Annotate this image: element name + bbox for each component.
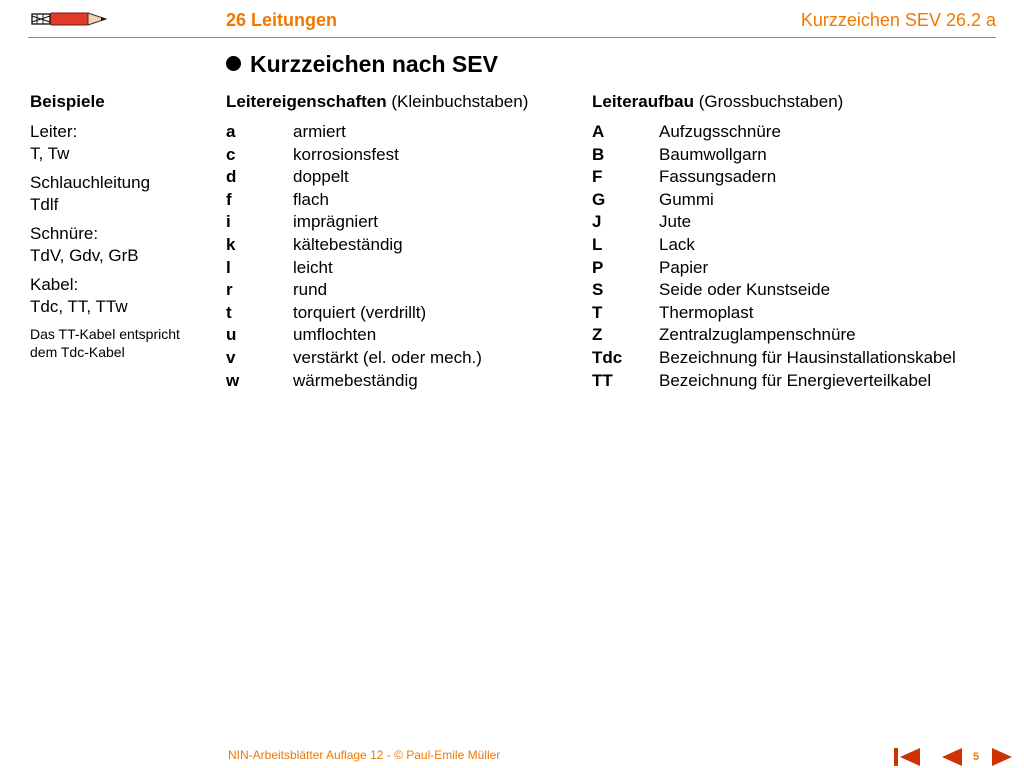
list-item [226,257,586,280]
code-description: Bezeichnung für Energieverteilkabel [659,370,932,390]
pencil-logo-icon [28,8,108,30]
list-item [592,370,1012,393]
code-letter: G [592,189,606,209]
list-item [226,144,586,167]
example-value: Tdc, TT, TTw [30,297,128,316]
code-description: Gummi [659,189,714,209]
example-leiter [30,121,220,165]
code-description: kältebeständig [293,234,403,254]
list-item [226,121,586,144]
list-item [592,257,1012,280]
list-item [226,189,586,212]
code-letter: c [226,144,236,164]
example-note [30,325,220,361]
code-letter: B [592,144,605,164]
list-item [592,302,1012,325]
list-item [226,302,586,325]
example-label: Schnüre: [30,224,99,243]
code-description: Fassungsadern [659,167,777,187]
code-description: leicht [293,257,333,277]
list-item [226,166,586,189]
code-description: wärmebeständig [293,370,418,390]
code-description: umflochten [293,325,377,345]
page-title-text: Kurzzeichen nach SEV [250,51,498,77]
properties-column [226,91,586,392]
list-item [226,211,586,234]
list-item [226,279,586,302]
section-reference: Kurzzeichen SEV 26.2 a [800,10,996,30]
example-label: Kabel: [30,275,79,294]
code-letter: r [226,280,233,300]
code-letter: A [592,122,605,141]
list-item [592,347,1012,370]
example-label: Schlauchleitung [30,173,151,192]
list-item [592,166,1012,189]
header-divider [28,37,996,38]
examples-column [30,91,220,361]
code-letter: T [592,302,603,322]
code-letter: Z [592,325,603,345]
code-description: Baumwollgarn [659,144,767,164]
list-item [226,234,586,257]
code-letter: i [226,212,231,232]
page-number: 5 [973,751,980,763]
code-description: Jute [659,212,692,232]
code-description: rund [293,280,328,300]
previous-page-icon[interactable] [940,746,964,768]
list-item [592,121,1012,144]
example-schlauchleitung [30,172,220,216]
list-item [592,144,1012,167]
chapter-title: 26 Leitungen [226,10,338,30]
next-page-icon[interactable] [990,746,1014,768]
code-description: Zentralzuglampenschnüre [659,325,856,345]
code-description: Papier [659,257,709,277]
code-letter: S [592,280,604,300]
code-description: verstärkt (el. oder mech.) [293,347,482,367]
example-note-line: dem Tdc-Kabel [30,344,125,360]
list-item [226,347,586,370]
example-value: TdV, Gdv, GrB [30,246,139,265]
code-letter: w [226,370,240,390]
example-value: T, Tw [30,144,70,163]
code-description: Aufzugsschnüre [659,122,781,141]
code-letter: P [592,257,604,277]
list-item [592,324,1012,347]
examples-heading: Beispiele [30,92,105,111]
code-description: armiert [293,122,346,141]
code-description: Thermoplast [659,302,754,322]
code-description: torquiert (verdrillt) [293,302,427,322]
code-letter: t [226,302,232,322]
code-letter: v [226,347,236,367]
code-description: flach [293,189,329,209]
code-description: korrosionsfest [293,144,399,164]
list-item [592,189,1012,212]
page-title [226,51,498,78]
code-letter: k [226,234,236,254]
list-item [592,234,1012,257]
first-page-icon[interactable] [892,746,922,768]
code-letter: L [592,234,603,254]
code-letter: l [226,257,231,277]
properties-heading: Leitereigenschaften (Kleinbuchstaben) [226,92,529,111]
code-letter: d [226,167,237,187]
code-letter: a [226,122,236,141]
list-item [226,370,586,393]
code-letter: Tdc [592,347,623,367]
structure-heading: Leiteraufbau (Grossbuchstaben) [592,92,844,111]
code-letter: TT [592,370,613,390]
bullet-icon [226,56,241,71]
code-description: doppelt [293,167,349,187]
code-description: imprägniert [293,212,379,232]
example-kabel [30,274,220,318]
structure-column [592,91,1012,392]
example-label: Leiter: [30,122,78,141]
list-item [592,211,1012,234]
example-value: Tdlf [30,195,59,214]
code-letter: J [592,212,602,232]
example-note-line: Das TT-Kabel entspricht [30,326,180,342]
list-item [592,279,1012,302]
code-description: Bezeichnung für Hausinstallationskabel [659,347,956,367]
footer-copyright: NIN-Arbeitsblätter Auflage 12 - © Paul-Emile Müller [228,748,501,762]
code-letter: f [226,189,232,209]
properties-list [226,121,586,392]
code-description: Lack [659,234,695,254]
example-schnuere [30,223,220,267]
code-letter: u [226,325,237,345]
code-description: Seide oder Kunstseide [659,280,831,300]
list-item [226,324,586,347]
code-letter: F [592,167,603,187]
structure-list [592,121,1012,392]
